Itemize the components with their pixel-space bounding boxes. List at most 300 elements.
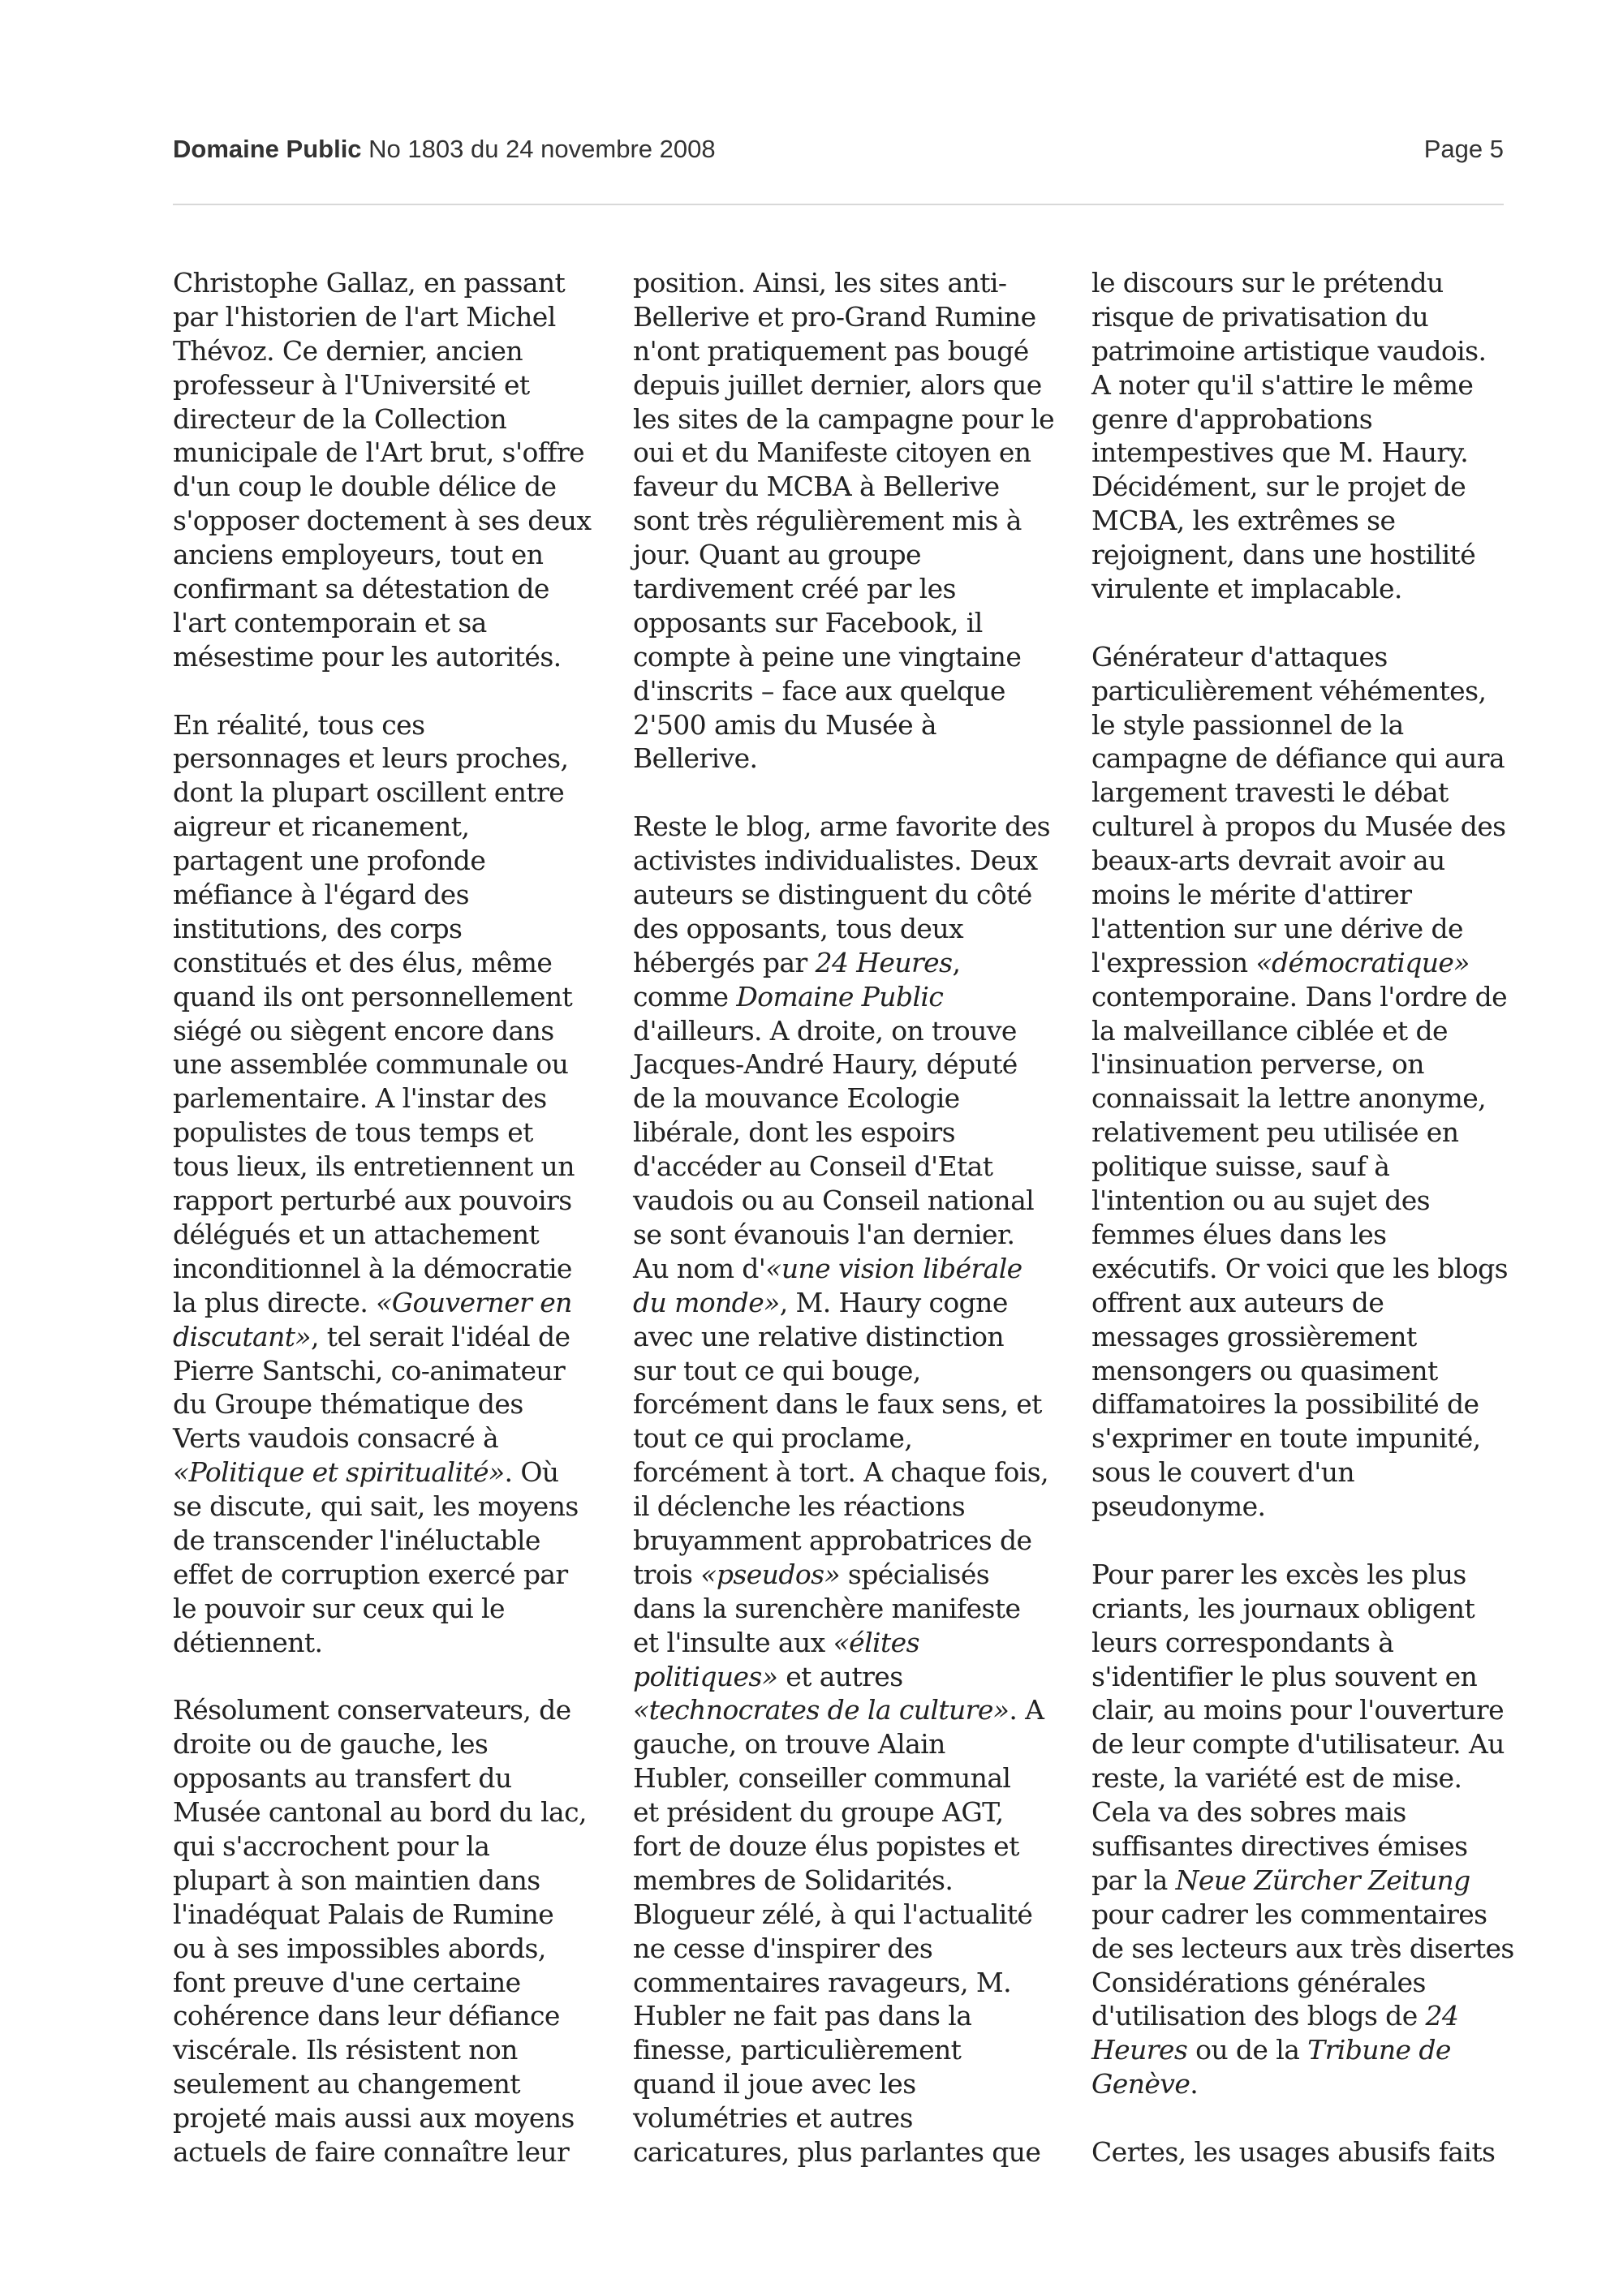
text-run: partagent une profonde: [173, 845, 486, 877]
text-run: finesse, particulièrement: [633, 2034, 962, 2066]
text-line: [1091, 1864, 1546, 1898]
text-run: droite ou de gauche, les: [173, 1728, 489, 1761]
text-run: projeté mais aussi aux moyens: [173, 2102, 575, 2135]
text-run: Jacques-André Haury, député: [633, 1048, 1018, 1081]
text-line: [633, 402, 1087, 436]
text-run: comme: [633, 980, 737, 1013]
text-line: [1091, 1014, 1546, 1048]
text-run: jour. Quant au groupe: [633, 539, 921, 571]
text-line: [633, 810, 1087, 844]
text-line: [633, 2067, 1087, 2101]
text-line: [1091, 1727, 1546, 1761]
text-run: quand il joue avec les: [633, 2068, 916, 2100]
text-line: [1091, 1252, 1546, 1286]
text-line: [1091, 300, 1546, 334]
text-line: [633, 368, 1087, 402]
text-line: [633, 1387, 1087, 1421]
italic-run: du monde»: [633, 1286, 780, 1318]
text-line: [1091, 980, 1546, 1014]
text-run: n'ont pratiquement pas bougé: [633, 334, 1029, 367]
text-run: patrimoine artistique vaudois.: [1091, 334, 1487, 367]
text-run: de la mouvance Ecologie: [633, 1082, 960, 1115]
text-run: Blogueur zélé, à qui l'actualité: [633, 1898, 1033, 1930]
text-line: [1091, 1490, 1546, 1524]
text-line: [173, 1184, 627, 1218]
text-line: [1091, 1081, 1546, 1116]
text-run: parlementaire. A l'instar des: [173, 1082, 547, 1115]
text-line: [173, 1966, 627, 2000]
text-run: membres de Solidarités.: [633, 1864, 954, 1896]
text-run: l'intention ou au sujet des: [1091, 1185, 1431, 1217]
text-line: [633, 1047, 1087, 1081]
text-line: [633, 606, 1087, 640]
text-run: professeur à l'Université et: [173, 368, 530, 401]
text-line: [173, 572, 627, 606]
text-line: [1091, 1898, 1546, 1932]
text-run: ne cesse d'inspirer des: [633, 1932, 933, 1964]
text-line: [173, 1761, 627, 1795]
text-line: [633, 742, 1087, 776]
text-run: d'un coup le double délice de: [173, 471, 557, 503]
text-run: messages grossièrement: [1091, 1320, 1417, 1352]
italic-run: Genève: [1091, 2068, 1190, 2100]
italic-run: 24: [1425, 2000, 1459, 2032]
text-run: activistes individualistes. Deux: [633, 845, 1038, 877]
paragraph-break: [633, 776, 1087, 810]
text-line: [633, 708, 1087, 742]
italic-run: discutant»: [173, 1320, 311, 1352]
text-line: [173, 640, 627, 674]
text-line: [1091, 2033, 1546, 2067]
text-line: [1091, 878, 1546, 912]
text-line: [173, 1524, 627, 1558]
text-run: tardivement créé par les: [633, 573, 956, 605]
text-run: populistes de tous temps et: [173, 1116, 533, 1149]
text-line: [1091, 334, 1546, 368]
text-run: . Où: [504, 1456, 559, 1489]
text-run: confirmant sa détestation de: [173, 573, 549, 605]
text-run: suffisantes directives émises: [1091, 1829, 1468, 1862]
text-line: [173, 1455, 627, 1490]
text-run: tout ce qui proclame,: [633, 1422, 913, 1455]
text-line: [633, 572, 1087, 606]
text-line: [1091, 1387, 1546, 1421]
text-run: faveur du MCBA à Bellerive: [633, 471, 1000, 503]
text-column-2: [633, 266, 1087, 2169]
text-line: [173, 2067, 627, 2101]
text-line: [633, 1829, 1087, 1864]
text-run: l'inadéquat Palais de Rumine: [173, 1898, 554, 1930]
text-run: commentaires ravageurs, M.: [633, 1966, 1011, 1998]
text-run: l'expression: [1091, 946, 1256, 978]
text-column-3: [1091, 266, 1546, 2169]
text-line: [1091, 640, 1546, 674]
text-run: de transcender l'inéluctable: [173, 1524, 540, 1556]
italic-run: politiques»: [633, 1660, 778, 1692]
text-run: vaudois ou au Conseil national: [633, 1185, 1035, 1217]
text-line: [633, 2033, 1087, 2067]
text-line: [1091, 572, 1546, 606]
text-run: beaux-arts devrait avoir au: [1091, 845, 1445, 877]
publication-name: Domaine Public: [173, 135, 362, 163]
issue-info: No 1803 du 24 novembre 2008: [361, 135, 716, 163]
text-line: [633, 1626, 1087, 1660]
text-run: caricatures, plus parlantes que: [633, 2135, 1041, 2168]
text-line: [173, 2033, 627, 2067]
text-line: [633, 1693, 1087, 1727]
text-run: des opposants, tous deux: [633, 912, 964, 944]
text-run: se sont évanouis l'an dernier.: [633, 1218, 1015, 1250]
text-line: [173, 402, 627, 436]
text-run: Christophe Gallaz, en passant: [173, 267, 566, 299]
text-run: intempestives que M. Haury.: [1091, 436, 1469, 469]
text-run: seulement au changement: [173, 2068, 520, 2100]
text-run: Au nom d': [633, 1252, 766, 1284]
text-run: Bellerive.: [633, 742, 758, 775]
text-run: offrent aux auteurs de: [1091, 1286, 1384, 1318]
text-run: inconditionnel à la démocratie: [173, 1252, 572, 1284]
text-line: [1091, 742, 1546, 776]
text-run: avec une relative distinction: [633, 1320, 1005, 1352]
text-run: cohérence dans leur défiance: [173, 2000, 560, 2032]
text-line: [633, 2101, 1087, 2135]
text-run: sous le couvert d'un: [1091, 1456, 1355, 1489]
text-line: [633, 1320, 1087, 1354]
text-line: [633, 946, 1087, 980]
paragraph-break: [173, 1660, 627, 1694]
text-run: Pour parer les excès les plus: [1091, 1558, 1466, 1590]
text-run: s'exprimer en toute impunité,: [1091, 1422, 1481, 1455]
text-run: plupart à son maintien dans: [173, 1864, 540, 1896]
text-run: méfiance à l'égard des: [173, 879, 469, 911]
text-line: [173, 946, 627, 980]
text-run: ,: [952, 946, 961, 978]
italic-run: Neue Zürcher Zeitung: [1175, 1864, 1470, 1896]
text-run: dans la surenchère manifeste: [633, 1592, 1021, 1624]
text-line: [173, 980, 627, 1014]
text-line: [173, 1558, 627, 1592]
text-line: [173, 470, 627, 504]
text-line: [1091, 436, 1546, 470]
text-line: [633, 1660, 1087, 1694]
text-run: oui et du Manifeste citoyen en: [633, 436, 1031, 469]
text-line: [1091, 1660, 1546, 1694]
text-line: [633, 1354, 1087, 1388]
text-line: [633, 266, 1087, 300]
text-run: . A: [1009, 1694, 1044, 1726]
text-run: aigreur et ricanement,: [173, 810, 470, 843]
text-line: [1091, 708, 1546, 742]
text-line: [173, 742, 627, 776]
text-line: [173, 1286, 627, 1320]
text-run: .: [1190, 2068, 1199, 2100]
text-line: [1091, 504, 1546, 538]
text-line: [633, 1252, 1087, 1286]
paragraph-break: [1091, 2101, 1546, 2135]
text-line: [173, 912, 627, 946]
text-run: délégués et un attachement: [173, 1218, 540, 1250]
text-run: et l'insulte aux: [633, 1626, 833, 1658]
text-run: la plus directe.: [173, 1286, 377, 1318]
text-run: fort de douze élus popistes et: [633, 1829, 1019, 1862]
text-run: le style passionnel de la: [1091, 708, 1404, 741]
text-run: femmes élues dans les: [1091, 1218, 1387, 1250]
text-run: l'insinuation perverse, on: [1091, 1048, 1424, 1081]
text-run: particulièrement véhémentes,: [1091, 674, 1487, 707]
text-run: Musée cantonal au bord du lac,: [173, 1796, 587, 1829]
text-run: hébergés par: [633, 946, 816, 978]
text-run: font preuve d'une certaine: [173, 1966, 521, 1998]
text-run: 2'500 amis du Musée à: [633, 708, 936, 741]
text-run: libérale, dont les espoirs: [633, 1116, 955, 1149]
text-run: institutions, des corps: [173, 912, 463, 944]
text-line: [633, 1999, 1087, 2033]
text-run: actuels de faire connaître leur: [173, 2135, 570, 2168]
text-line: [633, 1592, 1087, 1626]
text-run: du Groupe thématique des: [173, 1388, 523, 1421]
text-line: [1091, 470, 1546, 504]
text-line: [633, 436, 1087, 470]
text-run: ou de la: [1187, 2034, 1308, 2066]
text-line: [1091, 2067, 1546, 2101]
text-line: [173, 2101, 627, 2135]
italic-run: Heures: [1091, 2034, 1188, 2066]
text-run: , M. Haury cogne: [779, 1286, 1008, 1318]
text-run: quand ils ont personnellement: [173, 980, 573, 1013]
text-run: et président du groupe AGT,: [633, 1796, 1004, 1829]
text-run: le discours sur le prétendu: [1091, 267, 1444, 299]
text-run: s'identifier le plus souvent en: [1091, 1660, 1478, 1692]
text-line: [1091, 1150, 1546, 1184]
text-run: trois: [633, 1558, 701, 1590]
paragraph-break: [173, 674, 627, 708]
text-run: personnages et leurs proches,: [173, 742, 569, 775]
text-line: [1091, 1693, 1546, 1727]
text-line: [633, 878, 1087, 912]
text-run: Hubler ne fait pas dans la: [633, 2000, 972, 2032]
text-line: [633, 1421, 1087, 1455]
italic-run: Tribune de: [1307, 2034, 1451, 2066]
text-run: auteurs se distinguent du côté: [633, 879, 1032, 911]
italic-run: «pseudos»: [700, 1558, 841, 1590]
text-line: [173, 368, 627, 402]
text-line: [1091, 368, 1546, 402]
text-line: [1091, 538, 1546, 572]
text-line: [173, 1626, 627, 1660]
text-line: [633, 1286, 1087, 1320]
text-run: le pouvoir sur ceux qui le: [173, 1592, 505, 1624]
text-run: constitués et des élus, même: [173, 946, 553, 978]
text-line: [633, 1014, 1087, 1048]
text-line: [173, 1081, 627, 1116]
text-run: mésestime pour les autorités.: [173, 640, 562, 673]
text-run: criants, les journaux obligent: [1091, 1592, 1475, 1624]
text-run: moins le mérite d'attirer: [1091, 879, 1412, 911]
text-run: contemporaine. Dans l'ordre de: [1091, 980, 1508, 1013]
text-line: [633, 1558, 1087, 1592]
text-line: [173, 1150, 627, 1184]
text-line: [1091, 1421, 1546, 1455]
text-line: [633, 334, 1087, 368]
text-run: de ses lecteurs aux très disertes: [1091, 1932, 1514, 1964]
text-run: diffamatoires la possibilité de: [1091, 1388, 1479, 1421]
text-line: [1091, 1184, 1546, 1218]
text-run: siégé ou siègent encore dans: [173, 1014, 554, 1047]
text-run: genre d'approbations: [1091, 402, 1373, 435]
text-line: [633, 1455, 1087, 1490]
text-line: [1091, 912, 1546, 946]
text-run: En réalité, tous ces: [173, 708, 425, 741]
text-line: [173, 1421, 627, 1455]
text-run: tous lieux, ils entretiennent un: [173, 1150, 575, 1183]
text-line: [1091, 1999, 1546, 2033]
text-run: bruyamment approbatrices de: [633, 1524, 1032, 1556]
text-line: [173, 1354, 627, 1388]
text-run: l'attention sur une dérive de: [1091, 912, 1463, 944]
text-run: Cela va des sobres mais: [1091, 1796, 1406, 1829]
text-run: A noter qu'il s'attire le même: [1091, 368, 1474, 401]
text-line: [173, 810, 627, 844]
text-line: [1091, 810, 1546, 844]
text-run: Reste le blog, arme favorite des: [633, 810, 1050, 843]
text-line: [633, 1966, 1087, 2000]
text-line: [173, 300, 627, 334]
text-line: [173, 1864, 627, 1898]
text-line: [173, 1387, 627, 1421]
text-run: Certes, les usages abusifs faits: [1091, 2135, 1496, 2168]
text-line: [173, 1320, 627, 1354]
text-run: ou à ses impossibles abords,: [173, 1932, 546, 1964]
text-line: [1091, 1286, 1546, 1320]
text-line: [633, 1490, 1087, 1524]
text-line: [633, 1761, 1087, 1795]
text-run: Décidément, sur le projet de: [1091, 471, 1466, 503]
text-run: d'utilisation des blogs de: [1091, 2000, 1426, 2032]
text-line: [173, 708, 627, 742]
text-line: [633, 470, 1087, 504]
text-line: [1091, 1829, 1546, 1864]
text-run: spécialisés: [840, 1558, 990, 1590]
text-line: [1091, 2135, 1546, 2169]
text-line: [1091, 1626, 1546, 1660]
text-run: d'inscrits – face aux quelque: [633, 674, 1005, 707]
paragraph-break: [1091, 1524, 1546, 1558]
text-line: [173, 1898, 627, 1932]
text-line: [173, 1047, 627, 1081]
text-run: anciens employeurs, tout en: [173, 539, 544, 571]
text-line: [633, 1524, 1087, 1558]
text-run: , tel serait l'idéal de: [311, 1320, 570, 1352]
text-line: [173, 776, 627, 810]
text-line: [173, 1218, 627, 1252]
text-line: [1091, 674, 1546, 708]
text-run: d'accéder au Conseil d'Etat: [633, 1150, 993, 1183]
text-line: [1091, 1795, 1546, 1829]
text-run: pseudonyme.: [1091, 1490, 1266, 1523]
text-run: s'opposer doctement à ses deux: [173, 505, 592, 537]
text-run: la malveillance ciblée et de: [1091, 1014, 1448, 1047]
italic-run: «technocrates de la culture»: [633, 1694, 1010, 1726]
text-line: [633, 640, 1087, 674]
text-line: [633, 1116, 1087, 1150]
text-run: Générateur d'attaques: [1091, 640, 1388, 673]
text-line: [633, 980, 1087, 1014]
text-run: Hubler, conseiller communal: [633, 1762, 1011, 1795]
text-run: dont la plupart oscillent entre: [173, 776, 565, 809]
text-run: relativement peu utilisée en: [1091, 1116, 1459, 1149]
text-line: [173, 504, 627, 538]
text-line: [173, 1014, 627, 1048]
text-run: municipale de l'Art brut, s'offre: [173, 436, 585, 469]
italic-run: «Politique et spiritualité»: [173, 1456, 505, 1489]
paragraph-break: [1091, 606, 1546, 640]
text-run: MCBA, les extrêmes se: [1091, 505, 1396, 537]
text-line: [1091, 1592, 1546, 1626]
text-run: Considérations générales: [1091, 1966, 1426, 1998]
text-line: [633, 1932, 1087, 1966]
text-line: [173, 1999, 627, 2033]
text-line: [633, 674, 1087, 708]
text-line: [633, 1150, 1087, 1184]
text-line: [173, 334, 627, 368]
text-run: rapport perturbé aux pouvoirs: [173, 1185, 572, 1217]
text-run: directeur de la Collection: [173, 402, 507, 435]
text-run: rejoignent, dans une hostilité: [1091, 539, 1476, 571]
text-run: Thévoz. Ce dernier, ancien: [173, 334, 523, 367]
text-run: gauche, on trouve Alain: [633, 1728, 945, 1761]
text-run: reste, la variété est de mise.: [1091, 1762, 1462, 1795]
text-run: sur tout ce qui bouge,: [633, 1354, 921, 1387]
text-run: sont très régulièrement mis à: [633, 505, 1022, 537]
text-line: [633, 1898, 1087, 1932]
text-line: [173, 606, 627, 640]
text-line: [633, 538, 1087, 572]
text-run: Bellerive et pro-Grand Rumine: [633, 300, 1036, 333]
text-line: [173, 1490, 627, 1524]
text-line: [633, 1184, 1087, 1218]
text-line: [633, 1218, 1087, 1252]
text-run: il déclenche les réactions: [633, 1490, 966, 1523]
text-run: volumétries et autres: [633, 2102, 913, 2135]
text-line: [173, 1932, 627, 1966]
text-line: [1091, 1047, 1546, 1081]
text-run: par l'historien de l'art Michel: [173, 300, 556, 333]
text-line: [633, 1081, 1087, 1116]
text-line: [173, 1252, 627, 1286]
text-run: largement travesti le débat: [1091, 776, 1449, 809]
text-line: [633, 504, 1087, 538]
text-run: campagne de défiance qui aura: [1091, 742, 1505, 775]
italic-run: 24 Heures: [815, 946, 953, 978]
text-line: [1091, 946, 1546, 980]
text-line: [173, 1829, 627, 1864]
text-line: [1091, 1218, 1546, 1252]
text-line: [173, 878, 627, 912]
text-line: [173, 1592, 627, 1626]
text-run: position. Ainsi, les sites anti-: [633, 267, 1007, 299]
text-run: d'ailleurs. A droite, on trouve: [633, 1014, 1017, 1047]
text-line: [173, 2135, 627, 2169]
text-line: [173, 1795, 627, 1829]
text-line: [173, 1727, 627, 1761]
text-line: [633, 912, 1087, 946]
text-run: mensongers ou quasiment: [1091, 1354, 1438, 1387]
text-run: de leur compte d'utilisateur. Au: [1091, 1728, 1505, 1761]
text-column-1: [173, 266, 627, 2169]
text-line: [1091, 1966, 1546, 2000]
text-run: effet de corruption exercé par: [173, 1558, 568, 1590]
text-run: Pierre Santschi, co-animateur: [173, 1354, 566, 1387]
